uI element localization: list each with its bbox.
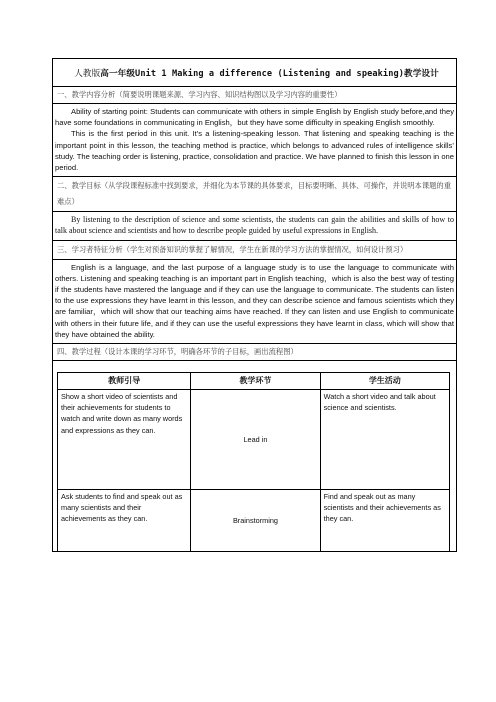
lesson-plan-document <box>52 58 457 552</box>
section-2-body <box>52 211 457 239</box>
process-table-header <box>58 373 450 390</box>
section-1-heading: 一、教学内容分析（简要说明课题来源、学习内容、知识结构图以及学习内容的重要性） <box>52 86 457 103</box>
student-cell: Find and speak out as many scientists and their achievements as they can. <box>320 490 449 552</box>
section-1-paragraph-1: Ability of starting point: Students can communicate with others in simple English by English study before,and they have some foundations in communicating in English，but they have some difficulty in speaking English smoothly. <box>55 107 454 128</box>
section-2-paragraph: By listening to the description of science and some scientists, the students can gain the abilities and skills of how to talk about science and scientists and how to describe people guided by useful expressions in English. <box>55 215 454 236</box>
section-3-paragraph: English is a language, and the last purpose of a language study is to use the language to communicate with others. Listening and speaking teaching is an important part in English teaching，which is also the best way of testing if the students have mastered the language and if they can use the language to communicate. The students can listen to the use expressions they have learnt in this lesson, and they can describe science and famous scientists which they are familiar，which will show that our teaching aims have reached. If they can listen and use English to communicate with others in their future life, and if they can use the useful expressions they have learnt in class, which will show that they have obtained the ability. <box>55 262 454 339</box>
student-cell: Watch a short video and talk about science and scientists. <box>320 390 449 490</box>
teacher-cell: Ask students to find and speak out as many scientists and their achievements as they can. <box>58 490 191 552</box>
table-row <box>58 490 450 552</box>
process-table <box>57 372 450 552</box>
section-3-body <box>52 259 457 343</box>
header-student: 学生活动 <box>320 373 449 390</box>
header-teacher: 教师引导 <box>58 373 191 390</box>
title-prefix: 人教版 <box>74 68 101 79</box>
table-row <box>58 390 450 490</box>
section-4-spacer <box>52 360 457 372</box>
teacher-cell: Show a short video of scientists and their achievements for students to watch and write down as many words and expressions as they can. <box>58 390 191 490</box>
section-1-body <box>52 103 457 176</box>
process-table-container <box>52 372 457 552</box>
section-1-paragraph-2: This is the first period in this unit. It’s a listening-speaking lesson. That listening and speaking teaching is the important point in this lesson, the teaching method is practice, which belongs to advanced rules of intelligence skills’ study. The teaching order is listening, practice, consolidation and practice. We have planned to finish this lesson in one period. <box>55 129 454 173</box>
section-4-heading: 四、教学过程（设计本课的学习环节，明确各环节的子目标，画出流程图） <box>52 343 457 360</box>
stage-cell: Brainstorming <box>191 490 320 552</box>
header-stage: 教学环节 <box>191 373 320 390</box>
stage-cell: Lead in <box>191 390 320 490</box>
document-title <box>52 58 457 86</box>
section-2-heading: 二、教学目标（从学段课程标准中找到要求，并细化为本节课的具体要求，目标要明晰、具体、可操作，并说明本课题的重难点） <box>52 176 457 211</box>
section-3-heading: 三、学习者特征分析（学生对预备知识的掌握了解情况，学生在新课的学习方法的掌握情况，如何设计预习） <box>52 240 457 259</box>
title-main: 高一年级Unit 1 Making a difference (Listening and speaking)教学设计 <box>100 68 439 79</box>
